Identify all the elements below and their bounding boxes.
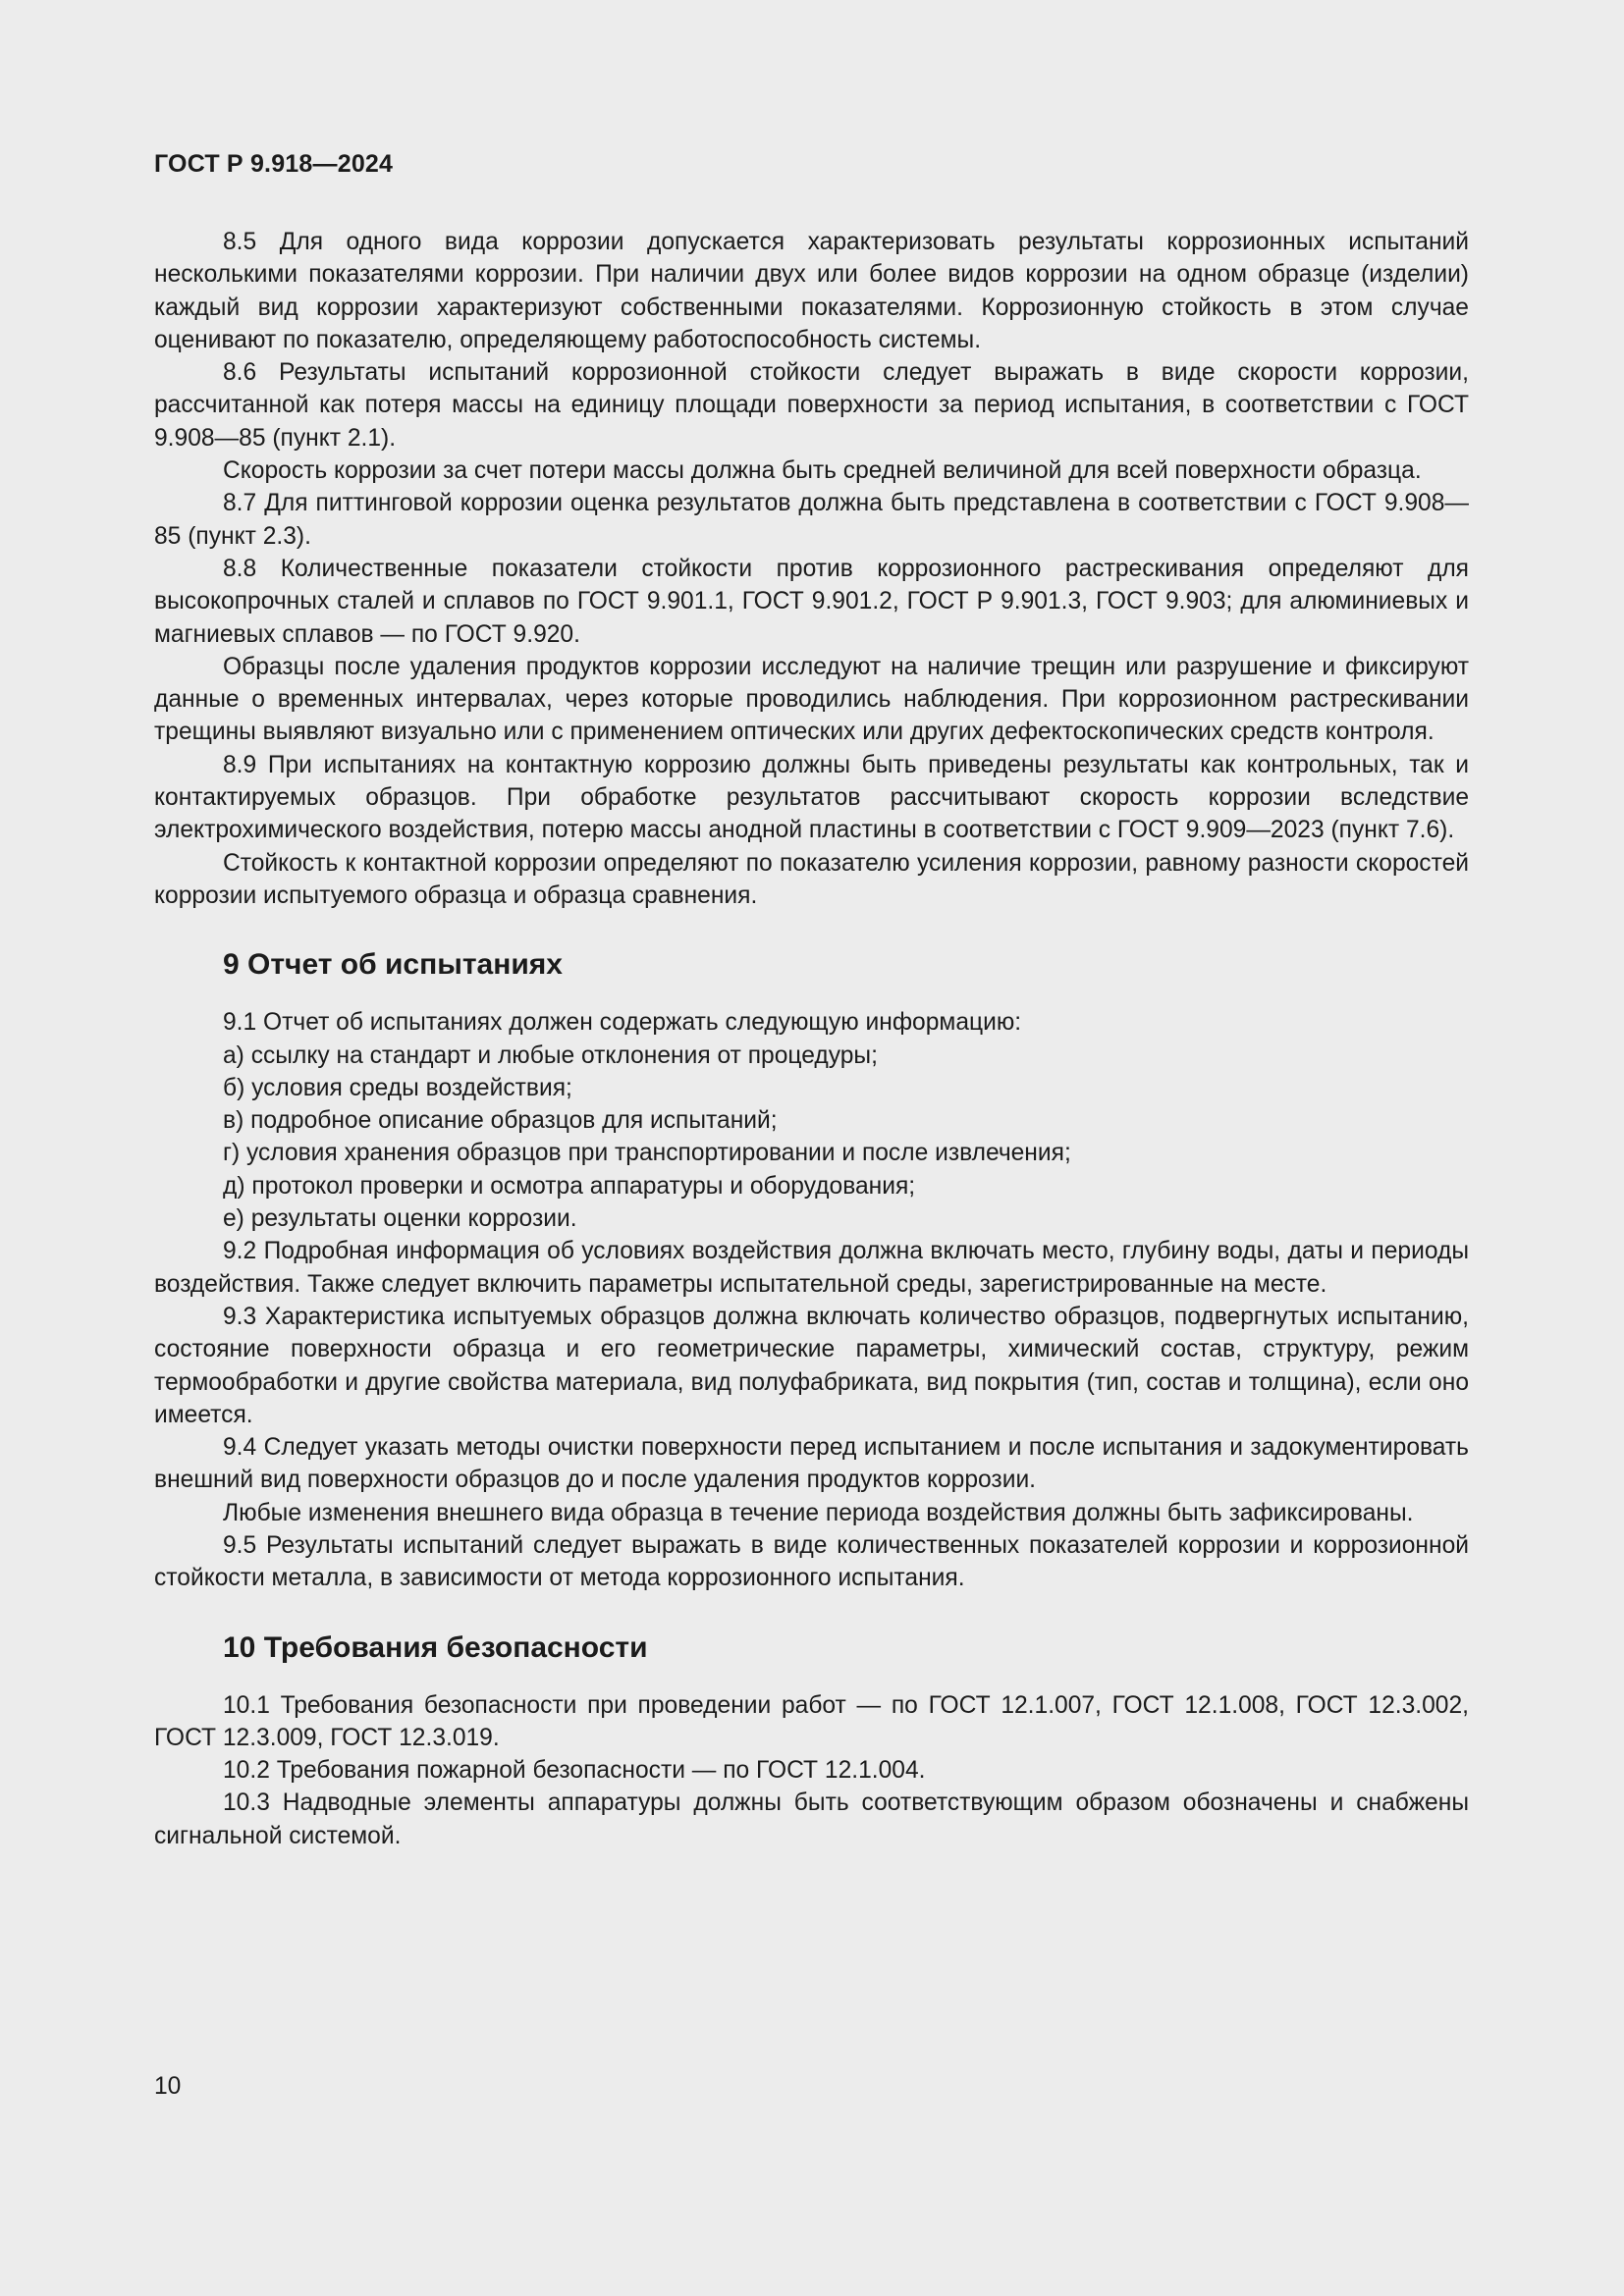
- paragraph-8-7: 8.7 Для питтинговой коррозии оценка результатов должна быть представлена в соответствии с ГОСТ 9.908—85 (пункт 2.3).: [154, 490, 1469, 550]
- paragraph-8-8: 8.8 Количественные показатели стойкости против коррозионного растрескивания определяют для высокопрочных сталей и сплавов по ГОСТ 9.901.1, ГОСТ 9.901.2, ГОСТ Р 9.901.3, ГОСТ 9.903; для алюминиевых и магниевых сплавов — по ГОСТ 9.920.: [154, 555, 1469, 648]
- paragraph-9-2: 9.2 Подробная информация об условиях воздействия должна включать место, глубину воды, даты и периоды воздействия. Также следует включить параметры испытательной среды, зарегистрированные на месте.: [154, 1238, 1469, 1298]
- paragraph-9-5: 9.5 Результаты испытаний следует выражать в виде количественных показателей коррозии и коррозионной стойкости металла, в зависимости от метода коррозионного испытания.: [154, 1531, 1469, 1592]
- list-item: б) условия среды воздействия;: [223, 1074, 572, 1101]
- paragraph-9-3: 9.3 Характеристика испытуемых образцов должна включать количество образцов, подвергнутых испытанию, состояние поверхности образца и его геометрические параметры, химический состав, структуру, режим термообработки и другие свойства материала, вид полуфабриката, вид покрытия (тип, состав и толщина), если оно имеется.: [154, 1303, 1469, 1428]
- paragraph-10-3: 10.3 Надводные элементы аппаратуры должны быть соответствующим образом обозначены и снабжены сигнальной системой.: [154, 1789, 1469, 1849]
- list-intro-9-1: 9.1 Отчет об испытаниях должен содержать следующую информацию:: [223, 1009, 1022, 1037]
- spacer: [154, 984, 1469, 1006]
- section-heading-9: 9 Отчет об испытаниях: [223, 948, 563, 982]
- page-number: 10: [154, 2073, 182, 2100]
- paragraph-8-6-note: Скорость коррозии за счет потери массы должна быть средней величиной для всей поверхности образца.: [223, 457, 1422, 485]
- paragraph-8-9-note: Стойкость к контактной коррозии определяют по показателю усиления коррозии, равному разности скоростей коррозии испытуемого образца и образца сравнения.: [154, 849, 1469, 909]
- list-item: г) условия хранения образцов при транспортировании и после извлечения;: [223, 1140, 1071, 1167]
- spacer: [154, 1667, 1469, 1689]
- spacer: [154, 912, 1469, 946]
- section-heading-10: 10 Требования безопасности: [223, 1630, 648, 1664]
- paragraph-9-4: 9.4 Следует указать методы очистки поверхности перед испытанием и после испытания и задокументировать внешний вид поверхности образцов до и после удаления продуктов коррозии.: [154, 1434, 1469, 1494]
- paragraph-10-1: 10.1 Требования безопасности при проведении работ — по ГОСТ 12.1.007, ГОСТ 12.1.008, ГОСТ 12.3.002, ГОСТ 12.3.009, ГОСТ 12.3.019.: [154, 1691, 1469, 1751]
- document-body: [154, 226, 1469, 1852]
- paragraph-8-6: 8.6 Результаты испытаний коррозионной стойкости следует выражать в виде скорости коррозии, рассчитанной как потеря массы на единицу площади поверхности за период испытания, в соответствии с ГОСТ 9.908—85 (пункт 2.1).: [154, 359, 1469, 452]
- list-item: е) результаты оценки коррозии.: [223, 1205, 577, 1233]
- paragraph-8-5: 8.5 Для одного вида коррозии допускается характеризовать результаты коррозионных испытаний несколькими показателями коррозии. При наличии двух или более видов коррозии на одном образце (изделии) каждый вид коррозии характеризуют собственными показателями. Коррозионную стойкость в этом случае оценивают по показателю, определяющему работоспособность системы.: [154, 229, 1469, 353]
- list-item: а) ссылку на стандарт и любые отклонения от процедуры;: [223, 1041, 878, 1069]
- list-item: в) подробное описание образцов для испытаний;: [223, 1107, 778, 1135]
- list-item: д) протокол проверки и осмотра аппаратуры и оборудования;: [223, 1172, 916, 1200]
- spacer: [154, 1595, 1469, 1629]
- paragraph-10-2: 10.2 Требования пожарной безопасности — по ГОСТ 12.1.004.: [223, 1757, 926, 1785]
- paragraph-9-4-note: Любые изменения внешнего вида образца в течение периода воздействия должны быть зафиксированы.: [223, 1499, 1414, 1526]
- paragraph-8-8-note: Образцы после удаления продуктов коррозии исследуют на наличие трещин или разрушение и фиксируют данные о временных интервалах, через которые проводились наблюдения. При коррозионном растрескивании трещины выявляют визуально или с применением оптических или других дефектоскопических средств контроля.: [154, 653, 1469, 746]
- paragraph-8-9: 8.9 При испытаниях на контактную коррозию должны быть приведены результаты как контрольных, так и контактируемых образцов. При обработке результатов рассчитывают скорость коррозии вследствие электрохимического воздействия, потерю массы анодной пластины в соответствии с ГОСТ 9.909—2023 (пункт 7.6).: [154, 751, 1469, 844]
- document-header: ГОСТ Р 9.918—2024: [154, 150, 394, 178]
- document-page: [154, 0, 1469, 2296]
